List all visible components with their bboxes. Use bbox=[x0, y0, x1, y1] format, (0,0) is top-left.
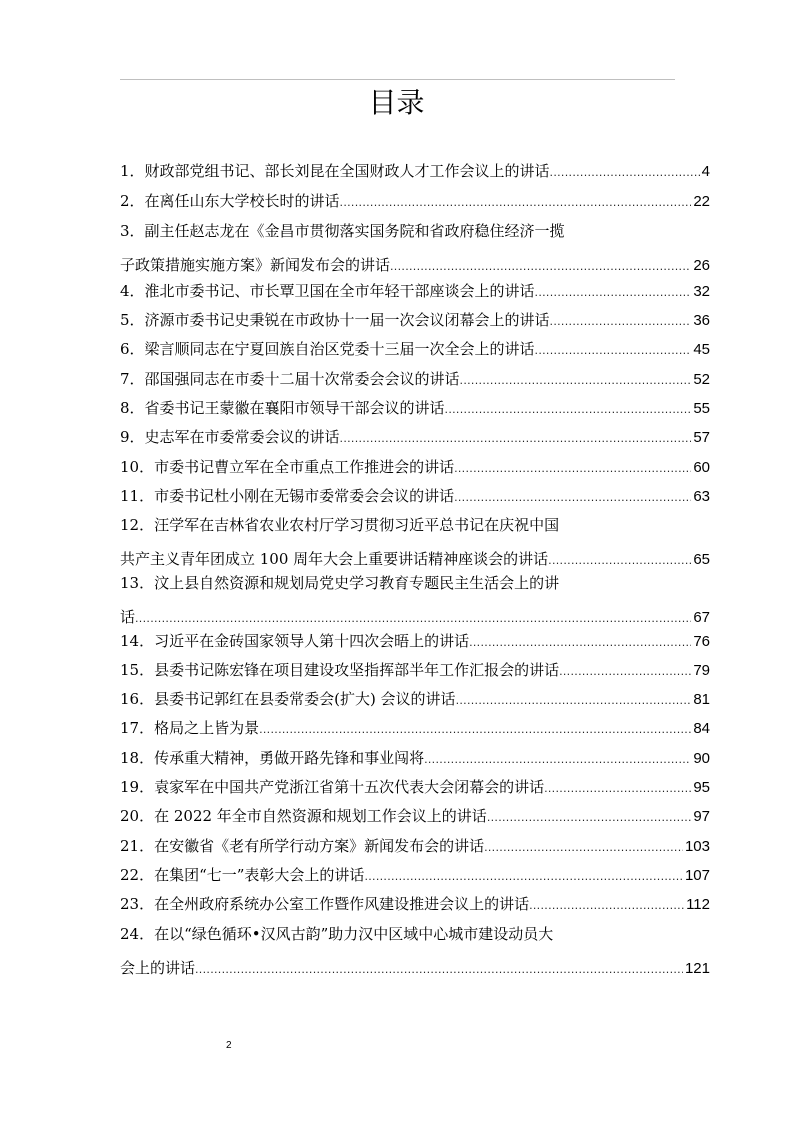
leader-dots bbox=[469, 630, 691, 656]
toc-entry-page: 90 bbox=[693, 750, 710, 767]
leader-dots bbox=[535, 338, 692, 364]
toc-entry-label: 7．邵国强同志在市委十二届十次常委会会议的讲话 bbox=[120, 370, 460, 388]
toc-entry-page: 103 bbox=[684, 838, 710, 855]
toc-entry-label: 18．传承重大精神，勇做开路先锋和事业闯将 bbox=[120, 749, 425, 767]
toc-entry-label-continued: 共产主义青年团成立 100 周年大会上重要讲话精神座谈会的讲话 bbox=[120, 550, 549, 568]
toc-entry-page: 45 bbox=[693, 341, 710, 358]
toc-entry[interactable] bbox=[120, 218, 710, 280]
leader-dots bbox=[454, 456, 691, 482]
leader-dots bbox=[550, 309, 692, 335]
leader-dots bbox=[460, 368, 692, 394]
toc-entry[interactable] bbox=[120, 570, 710, 632]
leader-dots bbox=[484, 835, 683, 861]
leader-dots bbox=[544, 776, 691, 802]
leader-dots bbox=[559, 659, 691, 685]
page-title: 目录 bbox=[368, 86, 425, 119]
toc-entry-label: 9．史志军在市委常委会议的讲话 bbox=[120, 428, 340, 446]
toc-entry[interactable] bbox=[120, 336, 710, 364]
toc-entry-page: 84 bbox=[693, 720, 710, 737]
leader-dots bbox=[424, 747, 691, 773]
toc-entry-label: 13．汶上县自然资源和规划局党史学习教育专题民主生活会上的讲 bbox=[120, 574, 560, 592]
leader-dots bbox=[456, 688, 692, 714]
toc-entry-page: 107 bbox=[684, 867, 710, 884]
toc-entry-label: 17．格局之上皆为景 bbox=[120, 719, 260, 737]
toc-entry-label: 8．省委书记王蒙徽在襄阳市领导干部会议的讲话 bbox=[120, 399, 445, 417]
toc-entry[interactable] bbox=[120, 307, 710, 335]
toc-entry[interactable] bbox=[120, 424, 710, 452]
toc-entry[interactable] bbox=[120, 188, 710, 216]
toc-entry-label: 19．袁家军在中国共产党浙江省第十五次代表大会闭幕会的讲话 bbox=[120, 778, 545, 796]
toc-entry-label: 23．在全州政府系统办公室工作暨作风建设推进会议上的讲话 bbox=[120, 895, 530, 913]
toc-entry-label: 16．县委书记郭红在县委常委会(扩大) 会议的讲话 bbox=[120, 690, 456, 708]
toc-entry-page: 65 bbox=[693, 551, 710, 568]
toc-entry[interactable] bbox=[120, 512, 710, 574]
toc-entry-page: 22 bbox=[693, 193, 710, 210]
toc-entry[interactable] bbox=[120, 628, 710, 656]
leader-dots bbox=[195, 957, 683, 983]
toc-entry-page: 63 bbox=[693, 488, 710, 505]
toc-entry-page: 97 bbox=[693, 808, 710, 825]
leader-dots bbox=[529, 893, 684, 919]
toc-entry-page: 60 bbox=[693, 459, 710, 476]
leader-dots bbox=[340, 426, 692, 452]
leader-dots bbox=[550, 160, 700, 186]
toc-entry-page: 57 bbox=[693, 429, 710, 446]
toc-entry-label: 22．在集团“七一”表彰大会上的讲话 bbox=[120, 866, 365, 884]
toc-entry[interactable] bbox=[120, 483, 710, 511]
toc-entry-label: 20．在 2022 年全市自然资源和规划工作会议上的讲话 bbox=[120, 807, 487, 825]
toc-entry[interactable] bbox=[120, 657, 710, 685]
toc-entry-page: 121 bbox=[684, 960, 710, 977]
toc-entry[interactable] bbox=[120, 803, 710, 831]
toc-entry[interactable] bbox=[120, 774, 710, 802]
toc-entry[interactable] bbox=[120, 366, 710, 394]
toc-entry[interactable] bbox=[120, 715, 710, 743]
toc-entry[interactable] bbox=[120, 745, 710, 773]
toc-entry-label: 12．汪学军在吉林省农业农村厅学习贯彻习近平总书记在庆祝中国 bbox=[120, 516, 560, 534]
toc-entry-label: 5．济源市委书记史秉锐在市政协十一届一次会议闭幕会上的讲话 bbox=[120, 311, 550, 329]
toc-entry[interactable] bbox=[120, 454, 710, 482]
toc-entry-label: 6．梁言顺同志在宁夏回族自治区党委十三届一次全会上的讲话 bbox=[120, 340, 535, 358]
toc-entry-label: 10．市委书记曹立军在全市重点工作推进会的讲话 bbox=[120, 458, 455, 476]
toc-entry[interactable] bbox=[120, 686, 710, 714]
toc-entry[interactable] bbox=[120, 921, 710, 983]
toc-entry-label-continued: 话 bbox=[120, 608, 136, 626]
toc-entry-page: 55 bbox=[693, 400, 710, 417]
toc-entry-page: 4 bbox=[701, 163, 710, 180]
toc-entry[interactable] bbox=[120, 395, 710, 423]
toc-entry-page: 32 bbox=[693, 283, 710, 300]
toc-entry-page: 26 bbox=[693, 257, 710, 274]
toc-entry-page: 36 bbox=[693, 312, 710, 329]
toc-entry-label-continued: 子政策措施实施方案》新闻发布会的讲话 bbox=[120, 256, 391, 274]
leader-dots bbox=[390, 254, 691, 280]
leader-dots bbox=[535, 280, 692, 306]
header-rule bbox=[120, 79, 675, 80]
leader-dots bbox=[454, 485, 691, 511]
toc-entry-label: 24．在以“绿色循环•汉风古韵”助力汉中区域中心城市建设动员大 bbox=[120, 925, 554, 943]
toc-entry-label: 1．财政部党组书记、部长刘昆在全国财政人才工作会议上的讲话 bbox=[120, 162, 550, 180]
toc-entry-label: 11．市委书记杜小刚在无锡市委常委会会议的讲话 bbox=[120, 487, 455, 505]
toc-entry-label: 15．县委书记陈宏锋在项目建设攻坚指挥部半年工作汇报会的讲话 bbox=[120, 661, 560, 679]
toc-entry[interactable] bbox=[120, 833, 710, 861]
toc-entry[interactable] bbox=[120, 158, 710, 186]
toc-entry-page: 76 bbox=[693, 633, 710, 650]
toc-entry-page: 81 bbox=[693, 691, 710, 708]
toc-entry-label: 21．在安徽省《老有所学行动方案》新闻发布会的讲话 bbox=[120, 837, 485, 855]
toc-entry-page: 52 bbox=[693, 371, 710, 388]
toc-entry-page: 79 bbox=[693, 662, 710, 679]
toc-entry-page: 67 bbox=[693, 609, 710, 626]
toc-entry[interactable] bbox=[120, 862, 710, 890]
leader-dots bbox=[445, 397, 692, 423]
toc-entry-label: 2．在离任山东大学校长时的讲话 bbox=[120, 192, 340, 210]
leader-dots bbox=[364, 864, 683, 890]
toc-entry-label: 14．习近平在金砖国家领导人第十四次会晤上的讲话 bbox=[120, 632, 470, 650]
toc-entry-label-continued: 会上的讲话 bbox=[120, 959, 196, 977]
leader-dots bbox=[487, 805, 692, 831]
toc-entry-label: 3．副主任赵志龙在《金昌市贯彻落实国务院和省政府稳住经济一揽 bbox=[120, 222, 565, 240]
toc-entry-page: 112 bbox=[686, 896, 710, 913]
toc-entry[interactable] bbox=[120, 278, 710, 306]
toc-entry[interactable] bbox=[120, 891, 710, 919]
leader-dots bbox=[259, 717, 691, 743]
page-number: 2 bbox=[226, 1040, 232, 1051]
toc-entry-page: 95 bbox=[693, 779, 710, 796]
leader-dots bbox=[340, 190, 692, 216]
toc-entry-label: 4．淮北市委书记、市长覃卫国在全市年轻干部座谈会上的讲话 bbox=[120, 282, 535, 300]
